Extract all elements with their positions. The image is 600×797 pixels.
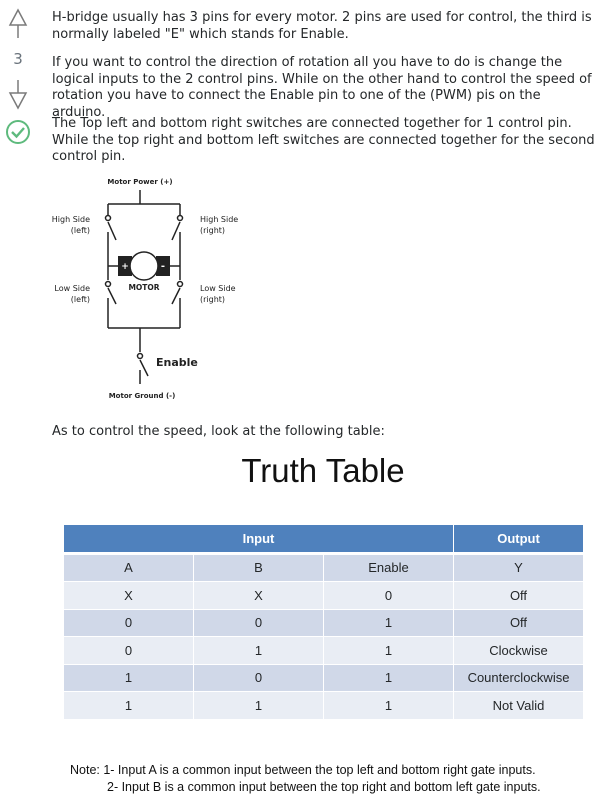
table-cell: 1 [64,692,194,720]
motor-ground-label: Motor Ground (-) [108,392,176,400]
vote-count: 3 [13,50,23,68]
check-circle-icon[interactable] [4,118,32,146]
table-cell: X [194,582,324,610]
table-row [64,664,584,692]
answer-paragraph: The Top left and bottom right switches are connected together for 1 control pin. While the top right and bottom left switches are connected together for the second control pin. [52,116,595,164]
motor-minus-label: - [160,261,166,272]
table-cell: Not Valid [454,692,584,720]
low-side-right-label: Low Side (right) [200,284,236,304]
table-cell: 0 [64,637,194,665]
truth-table-note [70,762,590,796]
high-side-left-label: High Side (left) [51,215,90,235]
table-row [64,637,584,665]
low-side-left-label: Low Side (left) [54,284,90,304]
truth-table [63,524,584,720]
h-bridge-diagram [46,170,246,410]
high-side-right-label: High Side (right) [200,215,239,235]
answer-paragraph: If you want to control the direction of rotation all you have to do is change the logical inputs to the 2 control pins. While on the other hand to control the speed of rotation you have to connect the Enable pin to one of the (PWM) pis on the arduino. [52,55,592,120]
table-cell: Counterclockwise [454,664,584,692]
table-cell: Clockwise [454,637,584,665]
motor-label: MOTOR [128,283,160,292]
column-header: Y [454,553,584,582]
table-row [64,582,584,610]
table-cell: 0 [194,664,324,692]
table-cell: Off [454,609,584,637]
column-header-row [64,553,584,582]
table-cell: 1 [324,637,454,665]
column-header: Enable [324,553,454,582]
motor-plus-label: + [121,262,129,272]
enable-label: Enable [156,356,198,369]
table-cell: 1 [324,664,454,692]
table-row [64,692,584,720]
table-row [64,609,584,637]
up-arrow-icon[interactable] [8,8,28,40]
table-cell: X [64,582,194,610]
table-cell: 1 [194,692,324,720]
group-header-output: Output [454,525,584,554]
truth-table-title: Truth Table [241,452,405,489]
table-cell: 0 [194,609,324,637]
answer-paragraph: H-bridge usually has 3 pins for every motor. 2 pins are used for control, the third is normally labeled "E" which stands for Enable. [52,10,592,42]
table-cell: 1 [64,664,194,692]
column-header: A [64,553,194,582]
table-cell: Off [454,582,584,610]
table-cell: 1 [194,637,324,665]
table-cell: 1 [324,692,454,720]
table-cell: 0 [64,609,194,637]
note-line: 2- Input B is a common input between the top right and bottom left gate inputs. [107,780,541,794]
down-arrow-icon[interactable] [8,78,28,110]
answer-paragraph: As to control the speed, look at the following table: [52,424,385,439]
motor-power-label: Motor Power (+) [107,178,173,186]
column-header: B [194,553,324,582]
table-cell: 0 [324,582,454,610]
note-line: Note: 1- Input A is a common input between the top left and bottom right gate inputs. [70,763,536,777]
group-header-input: Input [64,525,454,554]
table-cell: 1 [324,609,454,637]
